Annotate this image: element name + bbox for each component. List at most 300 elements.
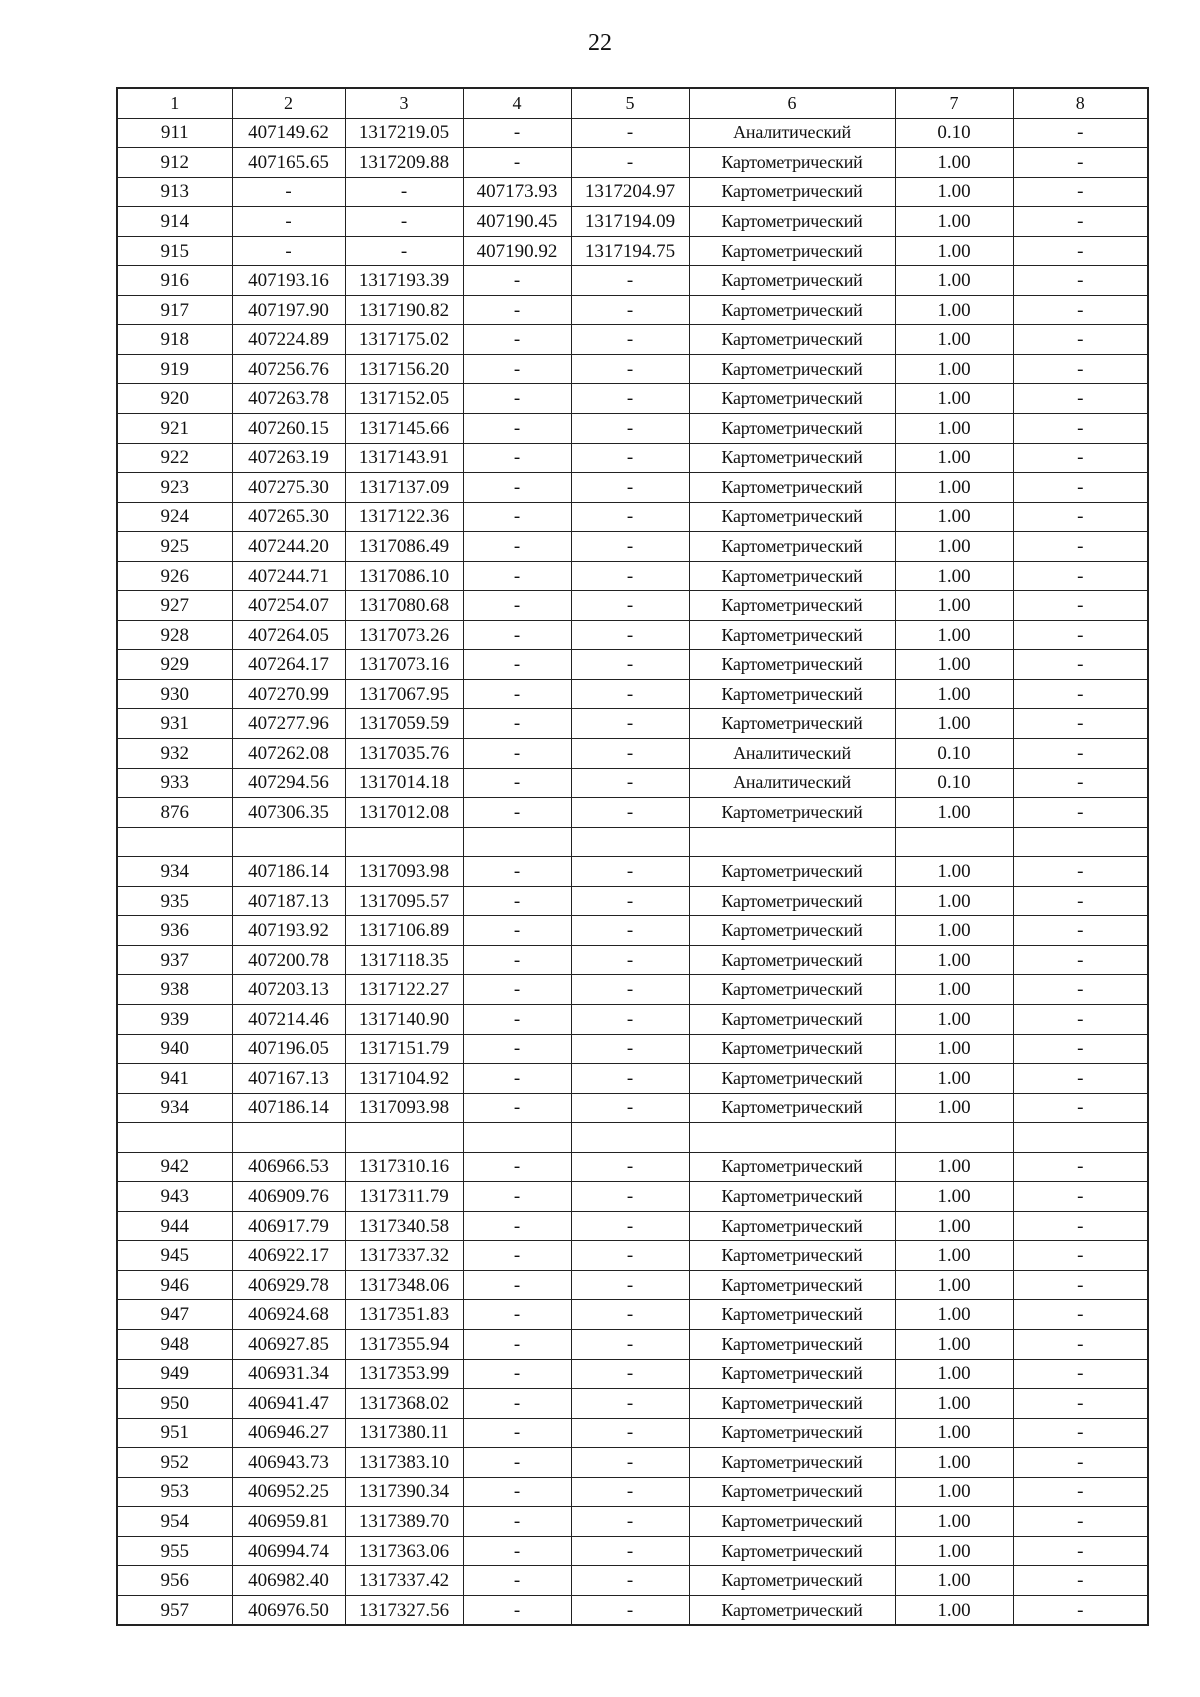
y-coordinate-cell: 1317368.02 — [345, 1389, 463, 1419]
note-cell: - — [1013, 798, 1148, 828]
y-coordinate-alt-cell: - — [571, 886, 689, 916]
x-coordinate-cell: 407186.14 — [232, 857, 345, 887]
y-coordinate-alt-cell: - — [571, 532, 689, 562]
point-number-cell: 913 — [117, 177, 232, 207]
x-coordinate-cell: 407265.30 — [232, 502, 345, 532]
x-coordinate-cell: 406943.73 — [232, 1448, 345, 1478]
x-coordinate-alt-cell: - — [463, 414, 571, 444]
x-coordinate-alt-cell: - — [463, 650, 571, 680]
point-number-cell: 919 — [117, 354, 232, 384]
table-row — [117, 1418, 1148, 1448]
table-row — [117, 118, 1148, 148]
x-coordinate-cell: 407224.89 — [232, 325, 345, 355]
note-cell: - — [1013, 532, 1148, 562]
method-cell: Картометрический — [689, 1093, 895, 1123]
note-cell — [1013, 827, 1148, 857]
y-coordinate-alt-cell: - — [571, 354, 689, 384]
table-row — [117, 1507, 1148, 1537]
method-cell: Картометрический — [689, 1477, 895, 1507]
x-coordinate-alt-cell: - — [463, 354, 571, 384]
x-coordinate-alt-cell — [463, 827, 571, 857]
method-cell — [689, 1123, 895, 1153]
table-row — [117, 354, 1148, 384]
y-coordinate-alt-cell — [571, 827, 689, 857]
y-coordinate-cell: 1317337.42 — [345, 1566, 463, 1596]
x-coordinate-alt-cell: - — [463, 1418, 571, 1448]
column-header: 2 — [232, 88, 345, 118]
y-coordinate-cell: 1317209.88 — [345, 148, 463, 178]
method-cell — [689, 827, 895, 857]
y-coordinate-cell: 1317093.98 — [345, 857, 463, 887]
x-coordinate-alt-cell: - — [463, 739, 571, 769]
accuracy-cell: 1.00 — [895, 857, 1013, 887]
table-row — [117, 266, 1148, 296]
y-coordinate-alt-cell: - — [571, 975, 689, 1005]
point-number-cell: 924 — [117, 502, 232, 532]
y-coordinate-cell: 1317014.18 — [345, 768, 463, 798]
note-cell: - — [1013, 148, 1148, 178]
method-cell: Картометрический — [689, 443, 895, 473]
x-coordinate-alt-cell: - — [463, 325, 571, 355]
x-coordinate-cell: 406909.76 — [232, 1182, 345, 1212]
note-cell: - — [1013, 177, 1148, 207]
x-coordinate-cell: 407270.99 — [232, 679, 345, 709]
point-number-cell: 876 — [117, 798, 232, 828]
y-coordinate-cell: 1317137.09 — [345, 473, 463, 503]
note-cell: - — [1013, 1595, 1148, 1625]
table-row — [117, 679, 1148, 709]
point-number-cell: 955 — [117, 1536, 232, 1566]
y-coordinate-alt-cell: - — [571, 295, 689, 325]
y-coordinate-alt-cell: - — [571, 414, 689, 444]
x-coordinate-alt-cell: - — [463, 620, 571, 650]
accuracy-cell: 1.00 — [895, 443, 1013, 473]
note-cell: - — [1013, 118, 1148, 148]
note-cell: - — [1013, 679, 1148, 709]
y-coordinate-cell: 1317190.82 — [345, 295, 463, 325]
table-header-row — [117, 88, 1148, 118]
accuracy-cell: 1.00 — [895, 975, 1013, 1005]
y-coordinate-alt-cell: - — [571, 1359, 689, 1389]
table-row — [117, 1034, 1148, 1064]
x-coordinate-cell: 407264.17 — [232, 650, 345, 680]
y-coordinate-alt-cell: - — [571, 1477, 689, 1507]
y-coordinate-cell: 1317311.79 — [345, 1182, 463, 1212]
method-cell: Аналитический — [689, 768, 895, 798]
accuracy-cell: 1.00 — [895, 620, 1013, 650]
accuracy-cell: 1.00 — [895, 354, 1013, 384]
x-coordinate-alt-cell: - — [463, 945, 571, 975]
table-row — [117, 709, 1148, 739]
y-coordinate-cell: 1317086.49 — [345, 532, 463, 562]
method-cell: Картометрический — [689, 945, 895, 975]
y-coordinate-cell: 1317140.90 — [345, 1004, 463, 1034]
y-coordinate-cell: 1317152.05 — [345, 384, 463, 414]
table-row — [117, 207, 1148, 237]
x-coordinate-cell: 406927.85 — [232, 1329, 345, 1359]
x-coordinate-cell: 406952.25 — [232, 1477, 345, 1507]
accuracy-cell: 1.00 — [895, 916, 1013, 946]
y-coordinate-alt-cell: - — [571, 1182, 689, 1212]
column-header: 3 — [345, 88, 463, 118]
y-coordinate-alt-cell: - — [571, 1389, 689, 1419]
table-row — [117, 1093, 1148, 1123]
table-row — [117, 532, 1148, 562]
x-coordinate-cell: 406982.40 — [232, 1566, 345, 1596]
table-row — [117, 650, 1148, 680]
method-cell: Картометрический — [689, 1595, 895, 1625]
x-coordinate-cell: 407277.96 — [232, 709, 345, 739]
x-coordinate-cell: 407244.20 — [232, 532, 345, 562]
x-coordinate-alt-cell: - — [463, 886, 571, 916]
method-cell: Картометрический — [689, 798, 895, 828]
method-cell: Картометрический — [689, 1004, 895, 1034]
x-coordinate-cell: 407214.46 — [232, 1004, 345, 1034]
y-coordinate-alt-cell: - — [571, 916, 689, 946]
point-number-cell: 931 — [117, 709, 232, 739]
table-row — [117, 1536, 1148, 1566]
note-cell: - — [1013, 1418, 1148, 1448]
note-cell: - — [1013, 1566, 1148, 1596]
method-cell: Картометрический — [689, 1064, 895, 1094]
x-coordinate-alt-cell: - — [463, 1241, 571, 1271]
x-coordinate-alt-cell: - — [463, 1477, 571, 1507]
x-coordinate-alt-cell: - — [463, 679, 571, 709]
table-row — [117, 177, 1148, 207]
note-cell: - — [1013, 325, 1148, 355]
accuracy-cell: 1.00 — [895, 266, 1013, 296]
x-coordinate-alt-cell: - — [463, 857, 571, 887]
y-coordinate-cell: 1317067.95 — [345, 679, 463, 709]
y-coordinate-cell: 1317086.10 — [345, 561, 463, 591]
y-coordinate-cell: 1317193.39 — [345, 266, 463, 296]
y-coordinate-cell: 1317340.58 — [345, 1211, 463, 1241]
x-coordinate-alt-cell: - — [463, 1211, 571, 1241]
x-coordinate-alt-cell: - — [463, 1448, 571, 1478]
x-coordinate-cell: 407264.05 — [232, 620, 345, 650]
method-cell: Картометрический — [689, 1566, 895, 1596]
point-number-cell: 950 — [117, 1389, 232, 1419]
y-coordinate-cell: 1317337.32 — [345, 1241, 463, 1271]
y-coordinate-alt-cell: - — [571, 502, 689, 532]
x-coordinate-alt-cell: 407190.92 — [463, 236, 571, 266]
table-separator-row — [117, 1123, 1148, 1153]
note-cell: - — [1013, 1448, 1148, 1478]
point-number-cell: 929 — [117, 650, 232, 680]
point-number-cell: 947 — [117, 1300, 232, 1330]
y-coordinate-alt-cell: - — [571, 1418, 689, 1448]
x-coordinate-cell: 407254.07 — [232, 591, 345, 621]
column-header: 5 — [571, 88, 689, 118]
y-coordinate-alt-cell: - — [571, 1507, 689, 1537]
point-number-cell — [117, 1123, 232, 1153]
table-row — [117, 1270, 1148, 1300]
page-number: 22 — [588, 30, 612, 56]
y-coordinate-alt-cell: - — [571, 1595, 689, 1625]
accuracy-cell — [895, 1123, 1013, 1153]
x-coordinate-alt-cell: - — [463, 1536, 571, 1566]
point-number-cell: 912 — [117, 148, 232, 178]
method-cell: Картометрический — [689, 679, 895, 709]
x-coordinate-alt-cell: - — [463, 1329, 571, 1359]
note-cell: - — [1013, 709, 1148, 739]
method-cell: Картометрический — [689, 857, 895, 887]
y-coordinate-alt-cell: - — [571, 620, 689, 650]
y-coordinate-alt-cell: - — [571, 679, 689, 709]
method-cell: Картометрический — [689, 1418, 895, 1448]
y-coordinate-cell: 1317175.02 — [345, 325, 463, 355]
table-row — [117, 325, 1148, 355]
table-row — [117, 561, 1148, 591]
x-coordinate-cell: 406931.34 — [232, 1359, 345, 1389]
y-coordinate-cell: 1317151.79 — [345, 1034, 463, 1064]
y-coordinate-cell: - — [345, 177, 463, 207]
y-coordinate-alt-cell: - — [571, 325, 689, 355]
accuracy-cell: 1.00 — [895, 295, 1013, 325]
table-row — [117, 414, 1148, 444]
point-number-cell: 926 — [117, 561, 232, 591]
method-cell: Картометрический — [689, 473, 895, 503]
note-cell: - — [1013, 739, 1148, 769]
y-coordinate-alt-cell: - — [571, 1152, 689, 1182]
table-row — [117, 1064, 1148, 1094]
table-row — [117, 1359, 1148, 1389]
note-cell: - — [1013, 591, 1148, 621]
x-coordinate-cell: 406922.17 — [232, 1241, 345, 1271]
x-coordinate-cell: 407275.30 — [232, 473, 345, 503]
method-cell: Картометрический — [689, 975, 895, 1005]
x-coordinate-cell: 406946.27 — [232, 1418, 345, 1448]
accuracy-cell: 1.00 — [895, 384, 1013, 414]
y-coordinate-cell — [345, 827, 463, 857]
accuracy-cell: 1.00 — [895, 561, 1013, 591]
note-cell: - — [1013, 1211, 1148, 1241]
table-row — [117, 591, 1148, 621]
accuracy-cell: 1.00 — [895, 886, 1013, 916]
x-coordinate-cell: 407186.14 — [232, 1093, 345, 1123]
note-cell: - — [1013, 1270, 1148, 1300]
y-coordinate-cell: 1317348.06 — [345, 1270, 463, 1300]
accuracy-cell: 1.00 — [895, 1211, 1013, 1241]
y-coordinate-cell: 1317080.68 — [345, 591, 463, 621]
table-row — [117, 1477, 1148, 1507]
point-number-cell: 940 — [117, 1034, 232, 1064]
x-coordinate-alt-cell: - — [463, 1595, 571, 1625]
x-coordinate-alt-cell: 407190.45 — [463, 207, 571, 237]
y-coordinate-cell: 1317035.76 — [345, 739, 463, 769]
table-row — [117, 857, 1148, 887]
accuracy-cell: 0.10 — [895, 739, 1013, 769]
accuracy-cell: 1.00 — [895, 1359, 1013, 1389]
x-coordinate-alt-cell — [463, 1123, 571, 1153]
y-coordinate-alt-cell: - — [571, 1329, 689, 1359]
x-coordinate-cell: - — [232, 177, 345, 207]
note-cell: - — [1013, 473, 1148, 503]
method-cell: Картометрический — [689, 1241, 895, 1271]
method-cell: Картометрический — [689, 916, 895, 946]
column-header: 8 — [1013, 88, 1148, 118]
point-number-cell: 949 — [117, 1359, 232, 1389]
y-coordinate-alt-cell: - — [571, 945, 689, 975]
accuracy-cell: 1.00 — [895, 1595, 1013, 1625]
y-coordinate-alt-cell: - — [571, 266, 689, 296]
y-coordinate-cell: 1317310.16 — [345, 1152, 463, 1182]
note-cell: - — [1013, 207, 1148, 237]
note-cell: - — [1013, 1034, 1148, 1064]
point-number-cell: 934 — [117, 1093, 232, 1123]
coordinates-table — [116, 87, 1149, 1626]
point-number-cell — [117, 827, 232, 857]
y-coordinate-cell: 1317353.99 — [345, 1359, 463, 1389]
y-coordinate-alt-cell: - — [571, 798, 689, 828]
y-coordinate-cell: 1317122.27 — [345, 975, 463, 1005]
table-row — [117, 1182, 1148, 1212]
method-cell: Картометрический — [689, 561, 895, 591]
accuracy-cell: 1.00 — [895, 1507, 1013, 1537]
point-number-cell: 928 — [117, 620, 232, 650]
y-coordinate-cell: 1317095.57 — [345, 886, 463, 916]
x-coordinate-alt-cell: - — [463, 591, 571, 621]
y-coordinate-alt-cell: - — [571, 1034, 689, 1064]
note-cell: - — [1013, 1064, 1148, 1094]
x-coordinate-alt-cell: - — [463, 1093, 571, 1123]
accuracy-cell — [895, 827, 1013, 857]
method-cell: Картометрический — [689, 502, 895, 532]
method-cell: Картометрический — [689, 1034, 895, 1064]
point-number-cell: 939 — [117, 1004, 232, 1034]
table-body — [117, 88, 1148, 1625]
table-row — [117, 1595, 1148, 1625]
point-number-cell: 927 — [117, 591, 232, 621]
x-coordinate-cell: 406929.78 — [232, 1270, 345, 1300]
y-coordinate-cell: 1317122.36 — [345, 502, 463, 532]
note-cell: - — [1013, 1241, 1148, 1271]
point-number-cell: 941 — [117, 1064, 232, 1094]
note-cell: - — [1013, 620, 1148, 650]
table-row — [117, 1004, 1148, 1034]
x-coordinate-cell: 407196.05 — [232, 1034, 345, 1064]
accuracy-cell: 1.00 — [895, 1389, 1013, 1419]
y-coordinate-alt-cell: - — [571, 709, 689, 739]
table-row — [117, 148, 1148, 178]
y-coordinate-alt-cell: - — [571, 857, 689, 887]
point-number-cell: 922 — [117, 443, 232, 473]
table-row — [117, 739, 1148, 769]
x-coordinate-alt-cell: - — [463, 1300, 571, 1330]
accuracy-cell: 1.00 — [895, 1477, 1013, 1507]
accuracy-cell: 1.00 — [895, 650, 1013, 680]
point-number-cell: 920 — [117, 384, 232, 414]
note-cell: - — [1013, 266, 1148, 296]
x-coordinate-alt-cell: - — [463, 473, 571, 503]
x-coordinate-cell: - — [232, 236, 345, 266]
method-cell: Картометрический — [689, 1448, 895, 1478]
note-cell: - — [1013, 886, 1148, 916]
method-cell: Картометрический — [689, 354, 895, 384]
method-cell: Картометрический — [689, 414, 895, 444]
x-coordinate-cell: 406959.81 — [232, 1507, 345, 1537]
accuracy-cell: 1.00 — [895, 1182, 1013, 1212]
accuracy-cell: 1.00 — [895, 473, 1013, 503]
x-coordinate-cell: 407256.76 — [232, 354, 345, 384]
y-coordinate-cell: 1317219.05 — [345, 118, 463, 148]
y-coordinate-alt-cell: - — [571, 1241, 689, 1271]
note-cell: - — [1013, 768, 1148, 798]
x-coordinate-alt-cell: 407173.93 — [463, 177, 571, 207]
accuracy-cell: 1.00 — [895, 207, 1013, 237]
accuracy-cell: 1.00 — [895, 709, 1013, 739]
x-coordinate-cell: 407294.56 — [232, 768, 345, 798]
table-row — [117, 1329, 1148, 1359]
note-cell: - — [1013, 650, 1148, 680]
point-number-cell: 956 — [117, 1566, 232, 1596]
accuracy-cell: 1.00 — [895, 148, 1013, 178]
x-coordinate-cell: 406941.47 — [232, 1389, 345, 1419]
x-coordinate-cell: 406924.68 — [232, 1300, 345, 1330]
point-number-cell: 953 — [117, 1477, 232, 1507]
y-coordinate-alt-cell: 1317194.09 — [571, 207, 689, 237]
accuracy-cell: 1.00 — [895, 532, 1013, 562]
method-cell: Картометрический — [689, 1300, 895, 1330]
x-coordinate-cell: 406994.74 — [232, 1536, 345, 1566]
method-cell: Картометрический — [689, 1389, 895, 1419]
x-coordinate-alt-cell: - — [463, 148, 571, 178]
accuracy-cell: 1.00 — [895, 502, 1013, 532]
point-number-cell: 911 — [117, 118, 232, 148]
y-coordinate-alt-cell: - — [571, 1300, 689, 1330]
x-coordinate-cell: 406966.53 — [232, 1152, 345, 1182]
note-cell: - — [1013, 945, 1148, 975]
accuracy-cell: 1.00 — [895, 1093, 1013, 1123]
x-coordinate-alt-cell: - — [463, 1152, 571, 1182]
note-cell: - — [1013, 1536, 1148, 1566]
x-coordinate-cell: 406976.50 — [232, 1595, 345, 1625]
note-cell: - — [1013, 502, 1148, 532]
y-coordinate-cell: 1317106.89 — [345, 916, 463, 946]
y-coordinate-alt-cell: - — [571, 473, 689, 503]
x-coordinate-cell: 407167.13 — [232, 1064, 345, 1094]
method-cell: Картометрический — [689, 236, 895, 266]
note-cell — [1013, 1123, 1148, 1153]
method-cell: Картометрический — [689, 148, 895, 178]
method-cell: Картометрический — [689, 1507, 895, 1537]
x-coordinate-alt-cell: - — [463, 916, 571, 946]
table-row — [117, 384, 1148, 414]
method-cell: Картометрический — [689, 295, 895, 325]
y-coordinate-alt-cell: - — [571, 1064, 689, 1094]
y-coordinate-alt-cell: - — [571, 591, 689, 621]
x-coordinate-cell: 407263.78 — [232, 384, 345, 414]
point-number-cell: 943 — [117, 1182, 232, 1212]
point-number-cell: 946 — [117, 1270, 232, 1300]
point-number-cell: 918 — [117, 325, 232, 355]
x-coordinate-alt-cell: - — [463, 798, 571, 828]
y-coordinate-cell: 1317351.83 — [345, 1300, 463, 1330]
accuracy-cell: 1.00 — [895, 236, 1013, 266]
point-number-cell: 954 — [117, 1507, 232, 1537]
note-cell: - — [1013, 1507, 1148, 1537]
y-coordinate-cell: 1317363.06 — [345, 1536, 463, 1566]
point-number-cell: 957 — [117, 1595, 232, 1625]
x-coordinate-cell: 407149.62 — [232, 118, 345, 148]
accuracy-cell: 1.00 — [895, 1152, 1013, 1182]
method-cell: Картометрический — [689, 325, 895, 355]
y-coordinate-alt-cell: - — [571, 1270, 689, 1300]
y-coordinate-cell: 1317104.92 — [345, 1064, 463, 1094]
accuracy-cell: 1.00 — [895, 1034, 1013, 1064]
method-cell: Картометрический — [689, 709, 895, 739]
accuracy-cell: 1.00 — [895, 1270, 1013, 1300]
